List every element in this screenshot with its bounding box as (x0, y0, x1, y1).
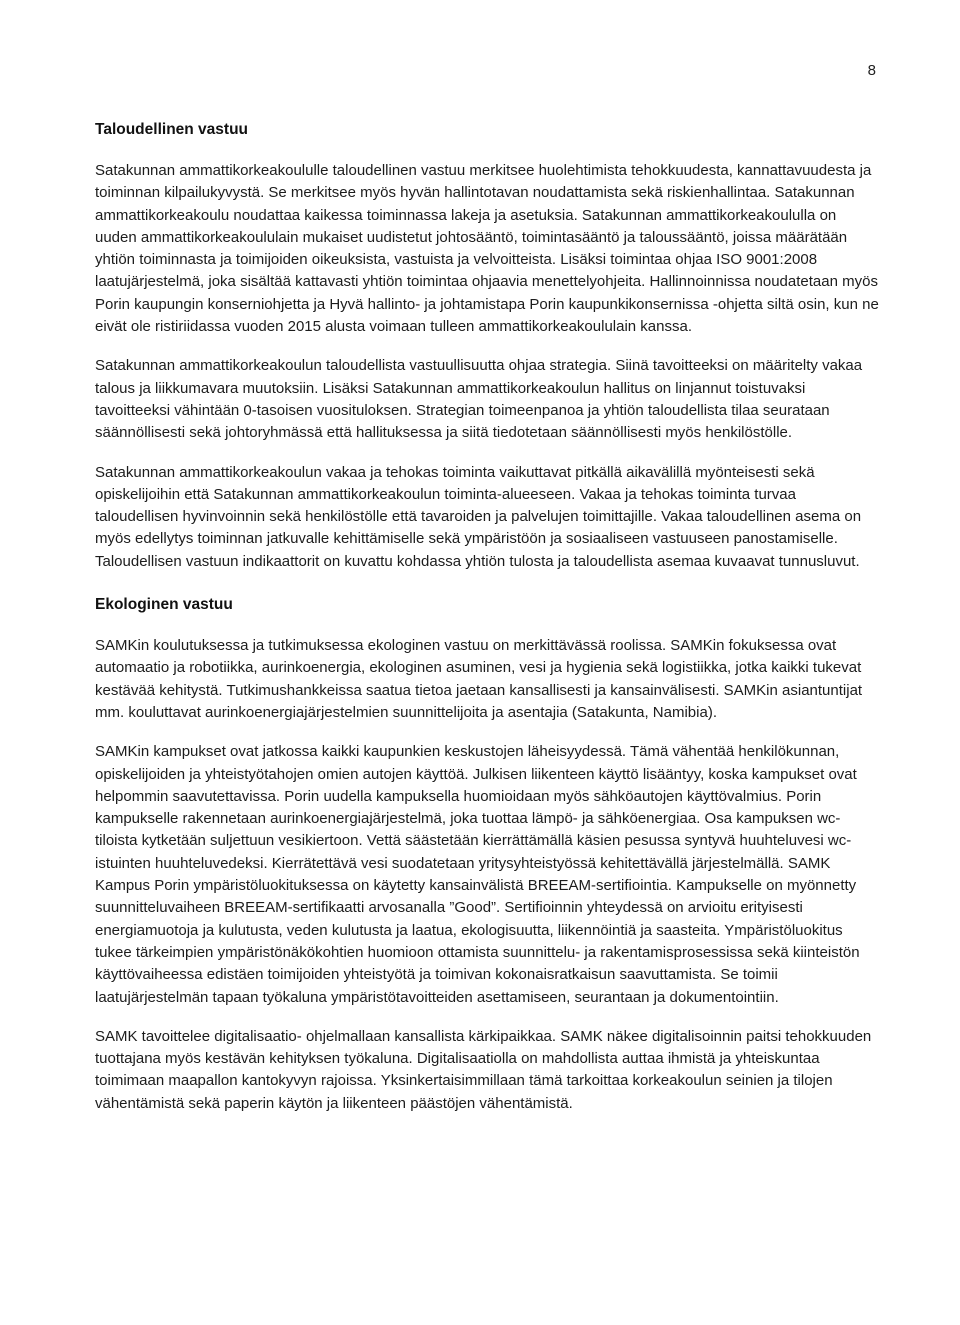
paragraph: Satakunnan ammattikorkeakoulun vakaa ja tehokas toiminta vaikuttavat pitkällä aikavälillä myönteisesti sekä opiskelijoihin että Satakunnan ammattikorkeakoulun toiminta-alueeseen. Vakaa ja tehokas toiminta turvaa taloudellisen hyvinvoinnin sekä henkilöstölle että tavaroiden ja palvelujen toimittajille. Vakaa taloudellinen asema on myös edellytys toiminnan jatkuvalle kehittämiselle sekä ympäristöön ja sosiaaliseen vastuuseen panostamiselle. Taloudellisen vastuun indikaattorit on kuvattu kohdassa yhtiön tulosta ja taloudellista asemaa kuvaavat tunnusluvut. (95, 463, 862, 570)
paragraph: Satakunnan ammattikorkeakoululle taloudellinen vastuu merkitsee huolehtimista tehokkuudesta, kannattavuudesta ja toiminnan kilpailukyvystä. Se merkitsee myös hyvän hallintotavan noudattamista sekä riskienhallintaa. Satakunnan ammattikorkeakoulu noudattaa kaikessa toiminnassa lakeja ja asetuksia. Satakunnan ammattikorkeakoululla on uuden ammattikorkeakoululain mukaiset uudistetut johtosääntö, toimintasääntö ja taloussääntö, joissa määrätään yhtiön toiminnasta ja toimijoiden oikeuksista, vastuista ja velvoitteista. Lisäksi toimintaa ohjaa ISO 9001:2008 laatujärjestelmä, joka sisältää kattavasti yhtiön toimintaa ohjaavia menettelyohjeita. Hallinnoinnissa noudatetaan myös Porin kaupungin konserniohjetta ja Hyvä hallinto- ja johtamistapa Porin kaupunkikonsernissa -ohjetta siltä osin, kun ne eivät ole ristiriidassa vuoden 2015 alusta voimaan tulleen ammattikorkeakoululain kanssa. (95, 162, 879, 336)
section-heading: Taloudellinen vastuu (95, 121, 249, 138)
section-ecological-responsibility (95, 593, 880, 1115)
page-number: 8 (867, 62, 876, 79)
paragraph: SAMKin kampukset ovat jatkossa kaikki kaupunkien keskustojen läheisyydessä. Tämä vähentää henkilökunnan, opiskelijoiden ja yhteistyötahojen omien autojen käyttöä. Julkisen liikenteen käyttö lisääntyy, koska kampukset ovat helpommin saavutettavissa. Porin uudella kampuksella huomioidaan myös sähköautojen käyttövalmius. Porin kampukselle rakennetaan aurinkoenergiajärjestelmä, joka tuottaa lämpö- ja sähköenergiaa. Osa kampuksen wc-tiloista kytketään suljettuun vesikiertoon. Vettä säästetään kierrättämällä käsien pesussa syntyvä huuhteluvesi wc-istuinten huuhteluvedeksi. Kierrätettävä vesi suodatetaan yritysyhteistyössä kehitettävällä järjestelmällä. SAMK Kampus Porin ympäristöluokituksessa on käytetty kansainvälistä BREEAM-sertifiointia. Kampukselle on myönnetty suunnitteluvaiheen BREEAM-sertifikaatti arvosanalla ”Good”. Sertifioinnin yhteydessä on arvioitu erityisesti energiamuotoja ja kulutusta, veden kulutusta ja laatua, ekologisuutta, liikennöintiä ja saasteita. Ympäristöluokitus tukee tärkeimpien ympäristönäkökohtien huomioon ottamista suunnittelu- ja rakentamisprosessissa sekä kiinteistön käyttövaiheessa edistäen toimijoiden yhteistyötä ja toimivan kokonaisratkaisun saavuttamista. Se toimii laatujärjestelmän tapaan työkaluna ympäristötavoitteiden asettamiseen, seurantaan ja dokumentointiin. (95, 743, 860, 1006)
section-financial-responsibility (95, 118, 880, 573)
paragraph: SAMKin koulutuksessa ja tutkimuksessa ekologinen vastuu on merkittävässä roolissa. SAMKin fokuksessa ovat automaatio ja robotiikka, aurinkoenergia, ekologinen asuminen, vesi ja hygienia sekä logistiikka, jotka kaikki tukevat kestävää kehitystä. Tutkimushankkeissa saatua tietoa jaetaan kansallisesti ja kansainvälisesti. SAMKin asiantuntijat mm. kouluttavat aurinkoenergiajärjestelmien suunnittelijoita ja asentajia (Satakunta, Namibia). (95, 637, 863, 721)
section-heading: Ekologinen vastuu (95, 596, 233, 614)
page-content (95, 118, 880, 1132)
paragraph: Satakunnan ammattikorkeakoulun taloudellista vastuullisuutta ohjaa strategia. Siinä tavoitteeksi on määritelty vakaa talous ja liikkumavara muutoksiin. Lisäksi Satakunnan ammattikorkeakoulun hallitus on linjannut toistuvaksi tavoitteeksi vähintään 0-tasoisen vuosituloksen. Strategian toimeenpanoa ja yhtiön taloudellista tilaa seurataan säännöllisesti sekä johtoryhmässä että hallituksessa ja siitä tiedotetaan säännöllisesti myös henkilöstölle. (95, 357, 863, 442)
paragraph: SAMK tavoittelee digitalisaatio- ohjelmallaan kansallista kärkipaikkaa. SAMK näkee digitalisoinnin paitsi tehokkuuden tuottajana myös kestävän kehityksen työkaluna. Digitalisaatiolla on mahdollista auttaa ihmistä ja yhteiskuntaa toimimaan maapallon kantokyvyn rajoissa. Yksinkertaisimmillaan tämä tarkoittaa korkeakoulun seinien ja tilojen vähentämistä sekä paperin käytön ja liikenteen päästöjen vähentämistä. (95, 1027, 872, 1112)
